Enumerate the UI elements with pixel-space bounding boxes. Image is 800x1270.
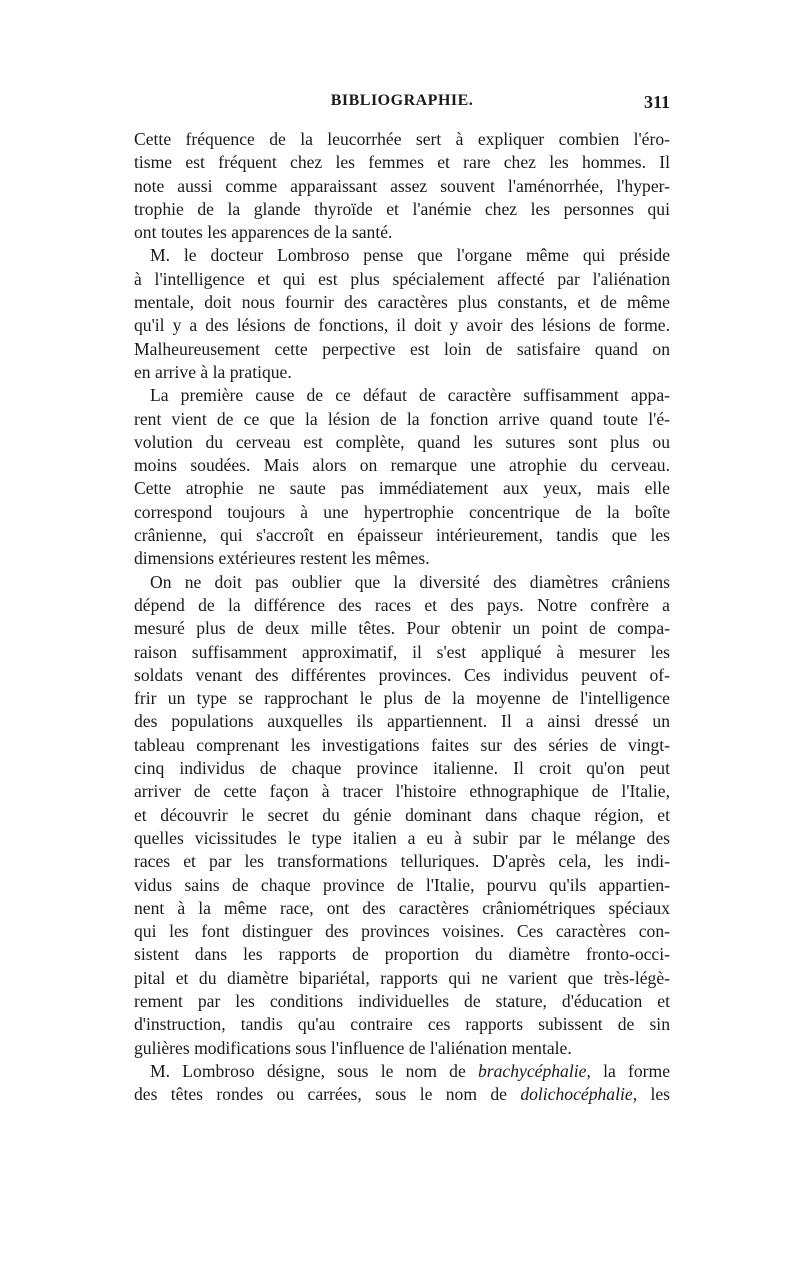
text-line: moins soudées. Mais alors on remarque une atrophie du cerveau. (134, 455, 670, 476)
text-line: à l'intelligence et qui est plus spécialement affecté par l'aliénation (134, 268, 670, 289)
text-line: crânienne, qui s'accroît en épaisseur intérieurement, tandis que les (134, 525, 670, 546)
text-line: d'instruction, tandis qu'au contraire ces rapports subissent de sin (134, 1014, 670, 1035)
text-line: tableau comprenant les investigations faites sur des séries de vingt- (134, 734, 670, 755)
text-line: Malheureusement cette perpective est loin de satisfaire quand on (134, 338, 670, 359)
text-line: quelles vicissitudes le type italien a eu à subir par le mélange des (134, 827, 670, 848)
text-line: On ne doit pas oublier que la diversité des diamètres crâniens (150, 571, 670, 592)
text-line: raison suffisamment approximatif, il s'est appliqué à mesurer les (134, 641, 670, 662)
text-line: gulières modifications sous l'influence de l'aliénation mentale. (134, 1037, 572, 1058)
text-line: trophie de la glande thyroïde et l'anémie chez les personnes qui (134, 198, 670, 219)
italic-term: brachycéphalie (477, 1060, 587, 1081)
page-header (134, 92, 670, 116)
text-line: dimensions extérieures restent les mêmes. (134, 548, 430, 569)
text-line: rent vient de ce que la lésion de la fonction arrive quand toute l'é- (134, 408, 670, 429)
text-line: qui les font distinguer des provinces voisines. Ces caractères con- (134, 921, 670, 942)
text-line: volution du cerveau est complète, quand les sutures sont plus ou (134, 431, 670, 452)
text-line: soldats venant des différentes provinces. Ces individus peuvent of- (134, 664, 670, 685)
text-line: en arrive à la pratique. (134, 361, 292, 382)
text-line: des têtes rondes ou carrées, sous le nom de dolichocéphalie, les (134, 1084, 670, 1105)
text-line: Cette fréquence de la leucorrhée sert à expliquer combien l'éro- (134, 129, 670, 149)
text-line: des populations auxquelles ils appartiennent. Il a ainsi dressé un (134, 711, 670, 732)
text-line: sistent dans les rapports de proportion du diamètre fronto-occi- (134, 944, 670, 965)
italic-term: dolichocéphalie (520, 1084, 633, 1105)
text-line: note aussi comme apparaissant assez souvent l'aménorrhée, l'hyper- (134, 175, 670, 196)
text-line: pital et du diamètre bipariétal, rapports qui ne varient que très-légè- (134, 967, 670, 988)
text-line: M. le docteur Lombroso pense que l'organe même qui préside (150, 245, 670, 266)
page-number: 311 (643, 92, 670, 112)
text-line: et découvrir le secret du génie dominant dans chaque région, et (134, 804, 670, 825)
running-title: BIBLIOGRAPHIE. (330, 92, 474, 109)
text-line: M. Lombroso désigne, sous le nom de brachycéphalie, la forme (150, 1060, 670, 1081)
text-line: La première cause de ce défaut de caractère suffisamment appa- (150, 385, 670, 406)
text-line: correspond toujours à une hypertrophie concentrique de la boîte (134, 501, 670, 522)
text-line: mentale, doit nous fournir des caractères plus constants, et de même (134, 292, 670, 313)
text-line: mesuré plus de deux mille têtes. Pour obtenir un point de compa- (134, 618, 670, 639)
text-line: vidus sains de chaque province de l'Italie, pourvu qu'ils appartien- (134, 874, 670, 895)
text-line: tisme est fréquent chez les femmes et rare chez les hommes. Il (134, 152, 670, 173)
text-line: frir un type se rapprochant le plus de la moyenne de l'intelligence (134, 688, 670, 709)
text-line: cinq individus de chaque province italienne. Il croit qu'on peut (134, 758, 670, 779)
text-line: qu'il y a des lésions de fonctions, il doit y avoir des lésions de forme. (134, 315, 670, 336)
text-line: arriver de cette façon à tracer l'histoire ethnographique de l'Italie, (134, 781, 670, 802)
text-line: nent à la même race, ont des caractères crâniométriques spéciaux (134, 897, 670, 918)
text-line: ont toutes les apparences de la santé. (134, 222, 393, 243)
text-line: races et par les transformations telluriques. D'après cela, les indi- (134, 851, 670, 872)
text-line: dépend de la différence des races et des pays. Notre confrère a (134, 594, 670, 615)
text-line: Cette atrophie ne saute pas immédiatement aux yeux, mais elle (134, 478, 670, 499)
body-text (134, 128, 670, 1106)
text-line: rement par les conditions individuelles de stature, d'éducation et (134, 990, 670, 1011)
